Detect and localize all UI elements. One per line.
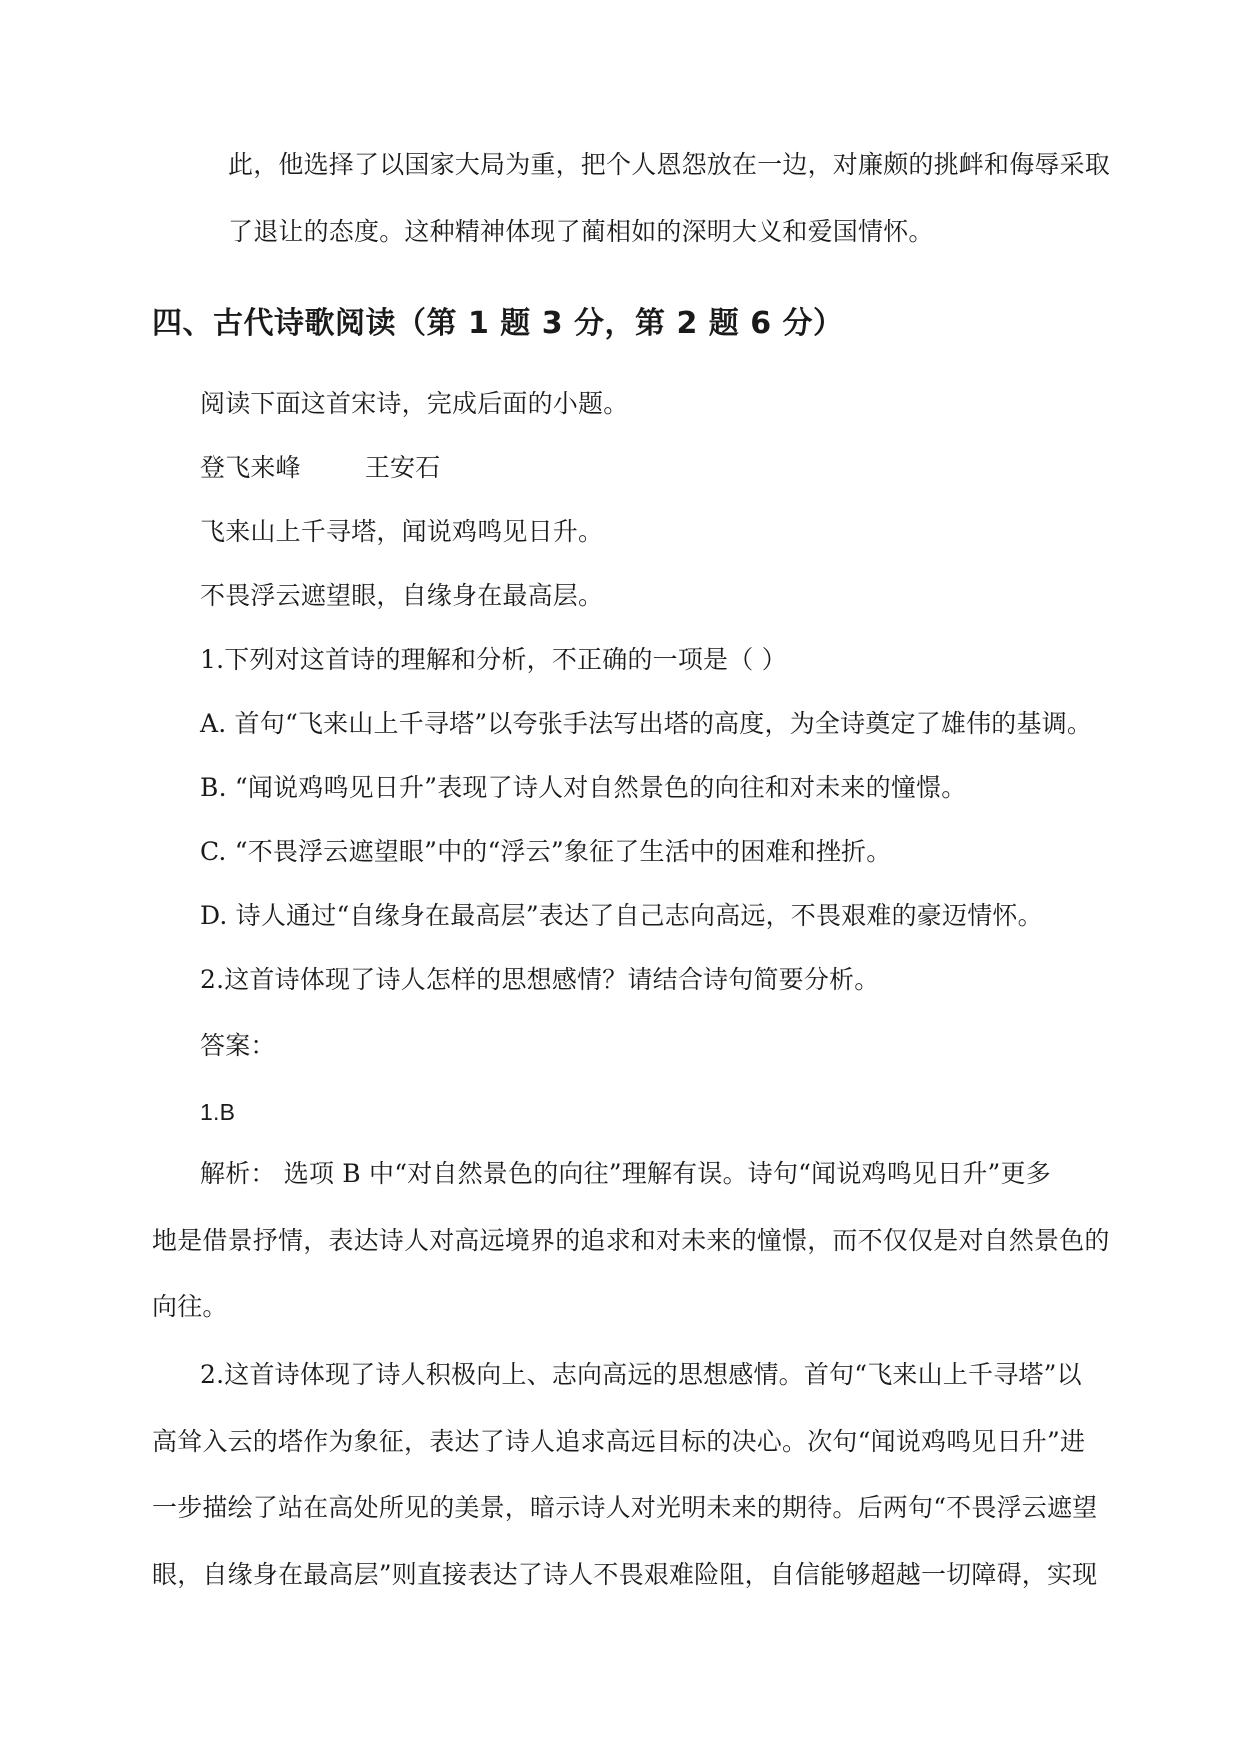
poem-line-1: 飞来山上千寻塔，闻说鸡鸣见日升。 <box>200 517 604 546</box>
answer-label: 答案： <box>200 1031 276 1060</box>
option-a: A. 首句“飞来山上千寻塔”以夸张手法写出塔的高度，为全诗奠定了雄伟的基调。 <box>200 709 1093 738</box>
answer-1: 1.B <box>200 1099 236 1125</box>
poem-header <box>200 452 440 484</box>
option-b: B. “闻说鸡鸣见日升”表现了诗人对自然景色的向往和对未来的憧憬。 <box>200 773 967 802</box>
analysis-line-2: 地是借景抒情，表达诗人对高远境界的追求和对未来的憧憬，而不仅仅是对自然景色的 <box>152 1226 1110 1255</box>
answer-2-line-1: 2.这首诗体现了诗人积极向上、志向高远的思想感情。首句“飞来山上千寻塔”以 <box>200 1360 1082 1389</box>
poem-line-2: 不畏浮云遮望眼，自缘身在最高层。 <box>200 581 604 610</box>
option-d: D. 诗人通过“自缘身在最高层”表达了自己志向高远，不畏艰难的豪迈情怀。 <box>200 901 1043 930</box>
continuation-line-1: 此，他选择了以国家大局为重，把个人恩怨放在一边，对廉颇的挑衅和侮辱采取 <box>228 150 1111 179</box>
answer-2-line-4: 眼，自缘身在最高层”则直接表达了诗人不畏艰难险阻，自信能够超越一切障碍，实现 <box>152 1560 1098 1589</box>
analysis-line-1: 解析： 选项 B 中“对自然景色的向往”理解有误。诗句“闻说鸡鸣见日升”更多 <box>200 1159 1051 1188</box>
answer-2-line-2: 高耸入云的塔作为象征，表达了诗人追求高远目标的决心。次句“闻说鸡鸣见日升”进 <box>152 1427 1086 1456</box>
analysis-line-3: 向往。 <box>152 1292 228 1321</box>
continuation-line-2: 了退让的态度。这种精神体现了蔺相如的深明大义和爱国情怀。 <box>228 217 934 246</box>
question-1: 1.下列对这首诗的理解和分析，不正确的一项是（ ） <box>200 645 787 674</box>
section-heading: 四、古代诗歌阅读（第 1 题 3 分，第 2 题 6 分） <box>152 306 844 341</box>
reading-instruction: 阅读下面这首宋诗，完成后面的小题。 <box>200 389 629 418</box>
option-c: C. “不畏浮云遮望眼”中的“浮云”象征了生活中的困难和挫折。 <box>200 837 892 866</box>
answer-2-line-3: 一步描绘了站在高处所见的美景，暗示诗人对光明未来的期待。后两句“不畏浮云遮望 <box>152 1493 1098 1522</box>
question-2: 2.这首诗体现了诗人怎样的思想感情？请结合诗句简要分析。 <box>200 965 880 994</box>
poem-author: 王安石 <box>364 453 441 482</box>
poem-title: 登飞来峰 <box>200 453 301 482</box>
